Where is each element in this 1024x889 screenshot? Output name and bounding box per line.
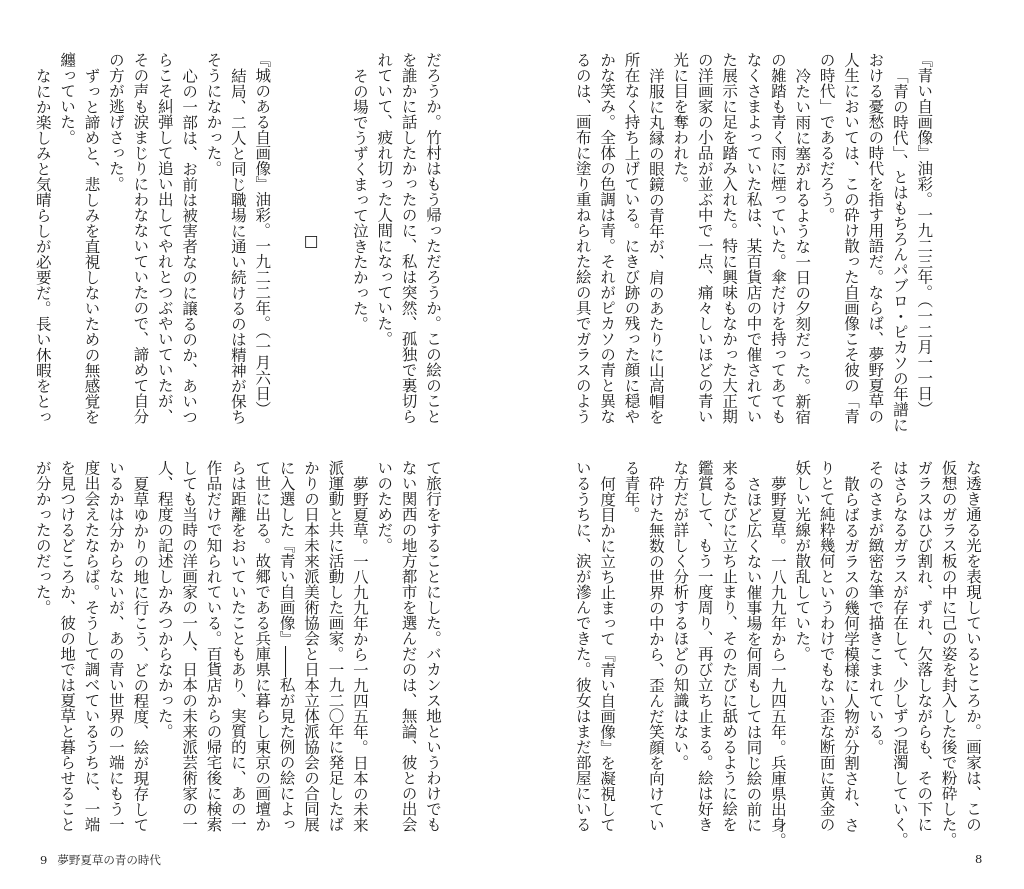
text-column: なにか楽しみと気晴らしが必要だ。長い休暇をとっ — [33, 67, 52, 424]
text-column: そのさまが緻密な筆で描きこまれている。 — [866, 460, 885, 755]
text-column: の方が逃げさった。 — [106, 52, 125, 192]
text-column: 派運動と共に活動した画家。一九二〇年に発足したば — [326, 460, 345, 832]
running-title: 夢野夏草の青の時代 — [57, 853, 161, 867]
text-column: て世に出る。故郷である兵庫県に暮らし東京の画壇か — [253, 460, 272, 832]
text-column: た展示に足を踏み入れた。特に興味もなかった大正期 — [720, 52, 739, 424]
text-column: 人、程度の記述しかみつからなかった。 — [155, 460, 174, 739]
text-column: 「青の時代」、とはもちろんパブロ・ピカソの年譜に — [890, 67, 909, 432]
text-column: らこそ糾弾して追い出してやれとつぶやいていたが、 — [155, 52, 174, 424]
page-number: 9 — [40, 853, 48, 867]
text-column: 散らばるガラスの幾何学模様に人物が分割され、さ — [842, 475, 861, 832]
text-after-break — [30, 52, 274, 427]
text-column: 人生においては、この砕け散った自画像こそ彼の「青 — [842, 52, 861, 424]
text-column: りとて純粋幾何というわけでもない歪な断面に黄金の — [817, 460, 836, 832]
text-column: その声も涙まじりにわなないていたので、諦めて自分 — [131, 52, 150, 424]
text-column: そうになかった。 — [204, 52, 223, 176]
text-column: の洋画家の小品が並ぶ中で一点、痛々しいほどの青い — [695, 52, 714, 424]
page-number: 8 — [975, 852, 983, 866]
text-column: て旅行をすることにした。バカンス地というわけでも — [424, 460, 442, 832]
text-column: かな笑み。全体の色調は青。それがピカソの青と異な — [598, 52, 617, 424]
text-column: しても当時の洋画家の一人、日本の未来派芸術家の一 — [180, 460, 199, 832]
right-page-lower-tier — [570, 460, 985, 848]
text-column: 度出会えたならば。そうして調べているうちに、一端 — [82, 460, 101, 832]
text-column: 心の一部は、お前は被害者なのに譲るのか、あいつ — [180, 67, 199, 424]
text-column: その場でうずくまって泣きたかった。 — [350, 67, 369, 331]
right-page-footer — [975, 852, 982, 866]
text-column: 仮想のガラス板の中に己の姿を封入した後で粉砕した。 — [939, 460, 958, 848]
text-column: を見つけるどころか、彼の地では夏草と暮らせること — [58, 460, 77, 832]
text-column: が分かったのだった。 — [33, 460, 52, 615]
text-column: 結局、二人と同じ職場に通い続けるのは精神が保ち — [228, 67, 247, 424]
text-column: ガラスはひび割れ、ずれ、欠落しながらも、その下に — [915, 460, 934, 832]
text-column: 『城のある自画像』油彩。一九二二年。（一月六日） — [253, 52, 272, 417]
text-column: いのためだ。 — [375, 460, 394, 553]
text-column: おける憂愁の時代を指す用語だ。ならば、夢野夏草の — [866, 52, 885, 424]
text-column: かりの日本未来派美術協会と日本立体派協会の合同展 — [302, 460, 321, 832]
text-column: な方だが詳しく分析するほどの知識はない。 — [671, 460, 690, 770]
text-column: 夢野夏草。一八九九年から一九四五年。兵庫県出身。 — [768, 475, 787, 848]
text-column: 作品だけで知られている。百貨店からの帰宅後に検索 — [204, 460, 223, 832]
text-column: 夏草ゆかりの地に行こう、どの程度、絵が現存して — [131, 475, 150, 832]
left-page-upper-tier — [30, 52, 445, 427]
text-column: るのは、画布に塗り重ねられた絵の具でガラスのよう — [573, 52, 592, 424]
right-page-upper-tier — [570, 52, 985, 432]
text-column: 光に目を奪われた。 — [671, 52, 690, 192]
text-column: 纏っていた。 — [58, 52, 77, 145]
text-column: の時代」であるだろう。 — [817, 52, 836, 223]
text-column: いるうちに、涙が滲んできた。彼女はまだ部屋にいる — [573, 460, 592, 832]
text-column: 鑑賞して、もう一度周り、再び立ち止まる。絵は好き — [695, 460, 714, 832]
text-column: 来るたびに立ち止まり、そのたびに舐めるように絵を — [720, 460, 739, 832]
section-break-mark: □ — [302, 231, 321, 250]
text-column: なくさまよっていた私は、某百貨店の中で催されてい — [744, 52, 763, 424]
text-column: れていて、疲れ切った人間になっていた。 — [375, 52, 394, 347]
text-before-break — [347, 52, 445, 427]
text-column: 何度目かに立ち止まって『青い自画像』を凝視して — [598, 475, 617, 832]
text-column: な透き通る光を表現しているところか。画家は、この — [964, 460, 982, 832]
text-column: いるかは分からないが、あの青い世界の一端にもう一 — [106, 460, 125, 832]
left-page-footer — [40, 852, 161, 868]
text-column: 『青い自画像』油彩。一九二三年。（一二月一一日） — [915, 52, 934, 417]
text-column: ずっと諦めと、悲しみを直視しないための無感覚を — [82, 67, 101, 424]
text-column: はさらなるガラスが存在して、少しずつ混濁していく。 — [890, 460, 909, 848]
text-column: だろうか。竹村はもう帰っただろうか。この絵のこと — [424, 52, 442, 424]
text-column: 冷たい雨に塞がれるような一日の夕刻だった。新宿 — [793, 67, 812, 424]
text-column: を誰かに話したかったのに、私は突然、孤独で裏切ら — [399, 52, 418, 424]
text-column: 洋服に丸縁の眼鏡の青年が、肩のあたりに山高帽を — [646, 67, 665, 424]
text-column: に入選した『青い自画像』――私が見た例の絵によっ — [277, 460, 296, 832]
text-column: る青年。 — [622, 460, 641, 522]
text-column: 妖しい光線が散乱していた。 — [793, 460, 812, 662]
text-column: らは距離をおいていたこともあり、実質的に、あの一 — [228, 460, 247, 832]
text-column: 所在なく持ち上げている。にきび跡の残った顔に穏や — [622, 52, 641, 424]
text-column: 夢野夏草。一八九九年から一九四五年。日本の未来 — [350, 475, 369, 832]
text-column: ない関西の地方都市を選んだのは、無論、彼との出会 — [399, 460, 418, 832]
text-column: さほど広くない催事場を何周もしては同じ絵の前に — [744, 475, 763, 832]
text-column: 砕けた無数の世界の中から、歪んだ笑顔を向けてい — [646, 475, 665, 832]
left-page-lower-tier — [30, 460, 445, 835]
text-column: の雑踏も青く雨に煙っていた。傘だけを持ってあても — [768, 52, 787, 424]
